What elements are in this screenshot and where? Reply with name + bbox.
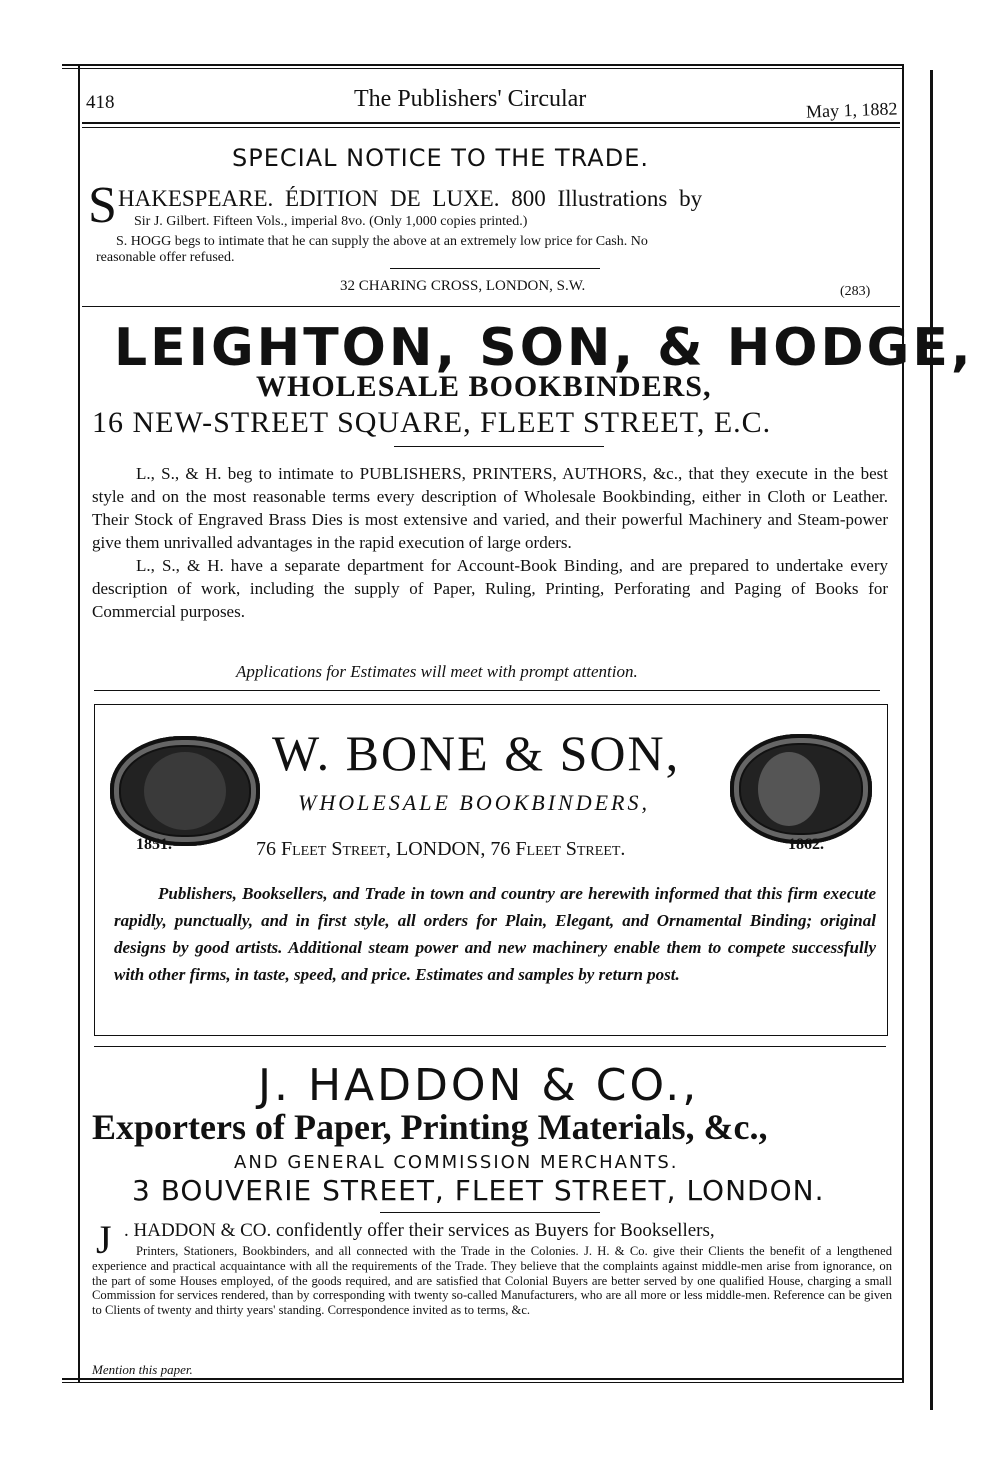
leighton-para-2: L., S., & H. have a separate department for Account-Book Binding, and are prepared to undertake every description of work, including the supply of Paper, Ruling, Printing, Perforating and Paging of Books for Commercial purposes.: [92, 556, 888, 621]
bone-subtitle: WHOLESALE BOOKBINDERS,: [298, 790, 650, 815]
leighton-para-1: L., S., & H. beg to intimate to PUBLISHERS, PRINTERS, AUTHORS, &c., that they execute in the best style and on the most reasonable terms every description of Wholesale Bookbinding, either in Cloth or Leather. Their Stock of Engraved Brass Dies is most extensive and varied, and their powerful Machinery and Steam-power give them unrivalled advantages in the rapid execution of large orders.: [92, 464, 888, 552]
leighton-closing: Applications for Estimates will meet with prompt attention.: [236, 662, 638, 681]
bone-address: 76 Fleet Street, LONDON, 76 Fleet Street.: [256, 838, 626, 860]
section-rule-1: [82, 306, 900, 307]
bottom-border-inner: [62, 1382, 904, 1383]
notice-line-2: Sir J. Gilbert. Fifteen Vols., imperial 8vo. (Only 1,000 copies printed.): [134, 214, 528, 229]
leighton-address: 16 NEW-STREET SQUARE, FLEET STREET, E.C.: [92, 406, 772, 439]
header-rule-2: [82, 127, 900, 128]
right-border: [902, 66, 904, 1382]
leighton-rule: [394, 446, 604, 447]
bone-year-left: 1851.: [136, 836, 172, 853]
notice-address: 32 CHARING CROSS, LONDON, S.W.: [340, 278, 586, 294]
section-rule-2: [94, 690, 880, 691]
top-border-inner: [62, 68, 904, 69]
header-rule: [82, 122, 900, 124]
haddon-line-3: AND GENERAL COMMISSION MERCHANTS.: [234, 1152, 679, 1173]
medal-1851-icon: [110, 736, 260, 846]
page-number: 418: [86, 92, 115, 113]
haddon-lead: . HADDON & CO. confidently offer their services as Buyers for Booksellers,: [124, 1220, 715, 1241]
notice-line-1: HAKESPEARE. ÉDITION DE LUXE. 800 Illustrations by: [118, 186, 703, 211]
medal-1862-icon: [730, 734, 872, 844]
page-edge: [930, 70, 933, 1410]
haddon-title: J. HADDON & CO.,: [258, 1060, 700, 1111]
bone-body: Publishers, Booksellers, and Trade in town and country are herewith informed that this firm execute rapidly, punctually, and in first style, all orders for Plain, Elegant, and Ornamental Binding; original designs by good artists. Additional steam power and new machinery enable them to compete successfully with other firms, in taste, speed, and price. Estimates and samples by return post.: [114, 884, 876, 984]
section-rule-3: [94, 1046, 886, 1047]
leighton-title: LEIGHTON, SON, & HODGE,: [114, 318, 974, 378]
haddon-body: Printers, Stationers, Bookbinders, and all connected with the Trade in the Colonies. J. H. & Co. give their Clients the benefit of a lengthened experience and practical acquaintance with all the requirements of the Trade. They believe that the complaints against middle-men arise from ignorance, on the part of some Houses employed, of the goods required, and are satisfied that Colonial Buyers are better served by one qualified House, charging a small Commission for services rendered, than by corresponding with twenty so-called Manufacturers, who are all more or less middle-men. Reference can be given to Clients of twenty and thirty years' standing. Correspondence invited as to terms, &c.: [92, 1244, 892, 1318]
notice-drop-cap: S: [88, 177, 117, 234]
notice-line-3: S. HOGG begs to intimate that he can supply the above at an extremely low price for Cash. No: [116, 234, 648, 249]
notice-ref: (283): [840, 284, 871, 299]
periodical-title: The Publishers' Circular: [354, 86, 587, 112]
notice-heading: SPECIAL NOTICE TO THE TRADE.: [232, 144, 649, 172]
left-border: [78, 66, 80, 1382]
notice-short-rule: [390, 268, 600, 269]
bottom-border: [62, 1378, 904, 1380]
bone-year-right: 1862.: [788, 836, 824, 853]
haddon-drop-cap: J: [96, 1217, 112, 1262]
haddon-subtitle: Exporters of Paper, Printing Materials, &c.,: [92, 1107, 768, 1147]
notice-line-4: reasonable offer refused.: [96, 250, 235, 265]
leighton-body: [92, 462, 888, 623]
issue-date: May 1, 1882: [805, 98, 898, 122]
haddon-address: 3 BOUVERIE STREET, FLEET STREET, LONDON.: [132, 1174, 825, 1207]
top-border: [62, 64, 904, 66]
leighton-subtitle: WHOLESALE BOOKBINDERS,: [256, 370, 712, 403]
bone-title: W. BONE & SON,: [272, 725, 681, 781]
haddon-rule: [380, 1212, 600, 1213]
haddon-mention: Mention this paper.: [92, 1362, 193, 1377]
